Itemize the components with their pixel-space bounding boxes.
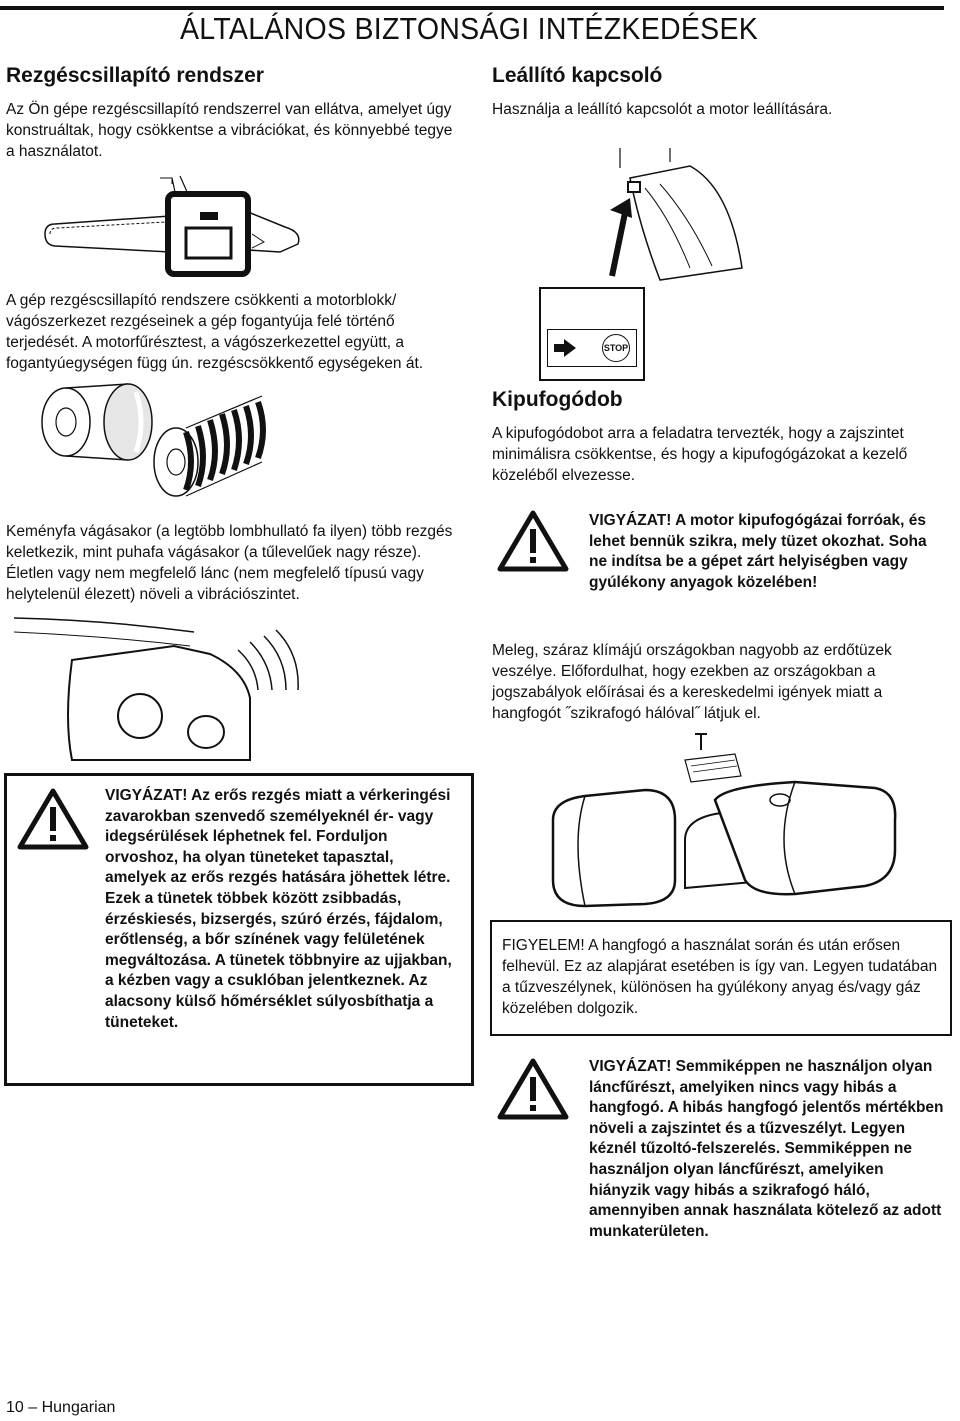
arrow-right-icon: [554, 339, 576, 357]
heading-vibration-system: Rezgéscsillapító rendszer: [6, 64, 264, 87]
vibration-warning-text: VIGYÁZAT! Az erős rezgés miatt a vérkeringési zavarokban szenvedő személyeknél ér- vagy idegsérülések léphetnek fel. Forduljon orvoshoz, ha olyan tüneteket tapasztal, amelyek az erős rezgés hatására jöhettek létre. Ezek a tünetek többek között zsibbadás, érzéskiesés, bizsergés, szúró érzés, fájdalom, erőtlenség, a bőr színének vagy felületének megváltozása. A tünetek többnyire az ujjakban, a kézben vagy a csuklóban jelentkeznek. Az alacsony külső hőmérséklet súlyosbíthatja a tüneteket.: [105, 787, 452, 1031]
warning-icon: [497, 510, 569, 572]
warning-icon: [17, 788, 89, 850]
damper-illustration: [36, 382, 296, 502]
page-title: ÁLTALÁNOS BIZTONSÁGI INTÉZKEDÉSEK: [180, 11, 759, 46]
damping-text: A gép rezgéscsillapító rendszere csökkenti a motorblokk/ vágószerkezet rezgéseinek a gép fogantyúja felé történő terjedését. A motorfűrésztest, a vágószerkezettel együtt, a fogantyúegységen függ ún. rezgéscsökkentő egységeken át.: [6, 292, 424, 372]
exhaust-warning-text: VIGYÁZAT! A motor kipufogógázai forróak, és lehet bennük szikra, mely tüzet okozhat. Soha ne indítsa be a gépet zárt helyiségben vagy gyúlékony anyagok közelében!: [589, 512, 927, 591]
heading-muffler: Kipufogódob: [492, 388, 623, 411]
hardwood-text: Keményfa vágásakor (a legtöbb lombhullató fa ilyen) több rezgés keletkezik, mint puhafa vágásakor (a tűlevelűek nagy része). Életlen vagy nem megfelelő lánc (nem megfelelő típusú vagy helytelenül élezett) növeli a vibrációszintet.: [6, 523, 453, 603]
stop-symbol-label: [547, 329, 637, 367]
page-footer: 10 – Hungarian: [6, 1399, 116, 1416]
heading-stop-switch: Leállító kapcsoló: [492, 64, 663, 87]
chain-illustration: [14, 610, 314, 770]
chainsaw-illustration: [40, 172, 310, 282]
warning-icon: [497, 1058, 569, 1120]
muffler-warning-text: VIGYÁZAT! Semmiképpen ne használjon olyan láncfűrészt, amelyiken nincs vagy hibás a hangfogó. A hibás hangfogó jelentős mértékben növeli a zajszintet és a tűzveszélyt. Legyen kéznél tűzoltó-felszerelés. Semmiképpen ne használjon olyan láncfűrészt, amelyiken hiányzik vagy hibás a szikrafogó háló, amennyiben annak használata kötelező az adott munkaterületen.: [589, 1058, 944, 1240]
stop-switch-illustration: [540, 148, 750, 283]
notice-text: FIGYELEM! A hangfogó a használat során és után erősen felhevül. Ez az alapjárat esetében is így van. Legyen tudatában a tűzveszélynek, különösen ha gyúlékony anyag és/vagy gáz közelében dolgozik.: [502, 937, 938, 1017]
header-rule: [0, 6, 944, 10]
notice-box: [490, 920, 952, 1036]
muffler-text: A kipufogódobot arra a feladatra tervezték, hogy a zajszintet minimálisra csökkentse, és hogy a kipufogógázokat a kezelő közeléből elvezesse.: [492, 425, 908, 484]
intro-text: Az Ön gépe rezgéscsillapító rendszerrel van ellátva, amelyet úgy konstruáltak, hogy csökkentse a vibrációkat, és könnyebbé tegye a használatot.: [6, 101, 453, 160]
muffler-illustration: [545, 730, 905, 910]
vibration-warning-box: [4, 773, 474, 1086]
spark-arrestor-text: Meleg, száraz klímájú országokban nagyobb az erdőtüzek veszélye. Előfordulhat, hogy ezekben az országokban a jogszabályok előírásai és a kereskedelmi igények miatt a hangfogót ˝szikrafogó hálóval˝ látjuk el.: [492, 642, 892, 722]
stop-switch-text: Használja a leállító kapcsolót a motor leállítására.: [492, 101, 833, 118]
stop-symbol-panel: [539, 287, 645, 381]
stop-icon: STOP: [602, 334, 630, 362]
